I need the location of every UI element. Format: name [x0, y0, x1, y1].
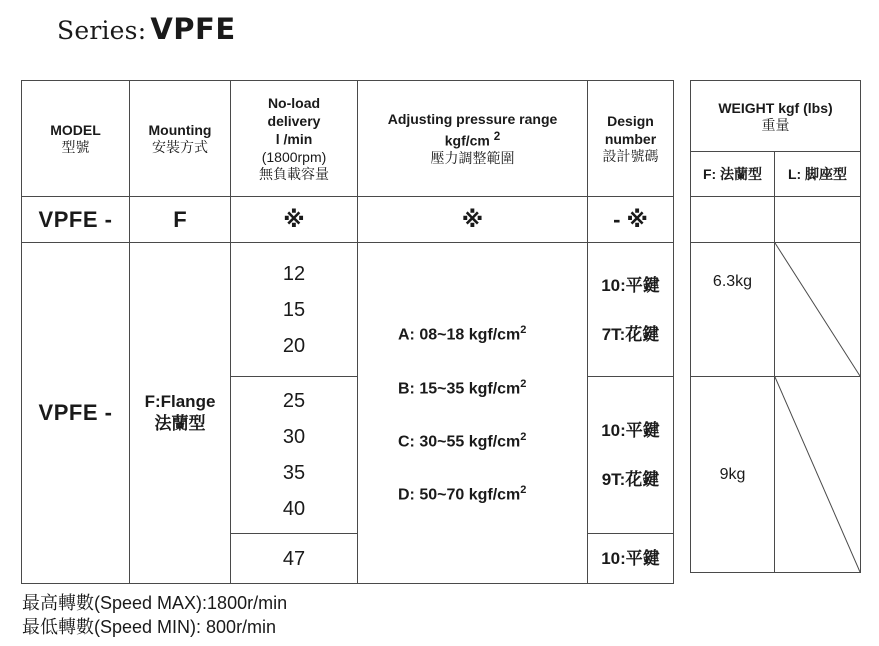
code-delivery: ※ — [231, 197, 358, 243]
delivery-value: 30 — [282, 426, 306, 448]
pressure-header-line1: Adjusting pressure range — [387, 111, 558, 128]
mounting-header — [130, 81, 231, 197]
model-header-en: MODEL — [50, 122, 101, 138]
header-row — [22, 81, 674, 197]
speed-max-note: 最高轉數(Speed MAX):1800r/min — [22, 593, 288, 613]
delivery-group-1 — [231, 243, 358, 377]
code-pressure: ※ — [358, 197, 588, 243]
pressure-range-label: C: 30~55 kgf/cm — [398, 433, 521, 451]
delivery-header-unit: l /min — [275, 131, 313, 147]
design-header-line2: number — [604, 131, 657, 147]
pressure-header-cn: 壓力調整範圍 — [430, 149, 515, 166]
delivery-value: 25 — [282, 390, 306, 412]
design-value: 10:平鍵 — [601, 549, 660, 568]
delivery-value: 35 — [282, 462, 306, 484]
pressure-header-unit-text: kgf/cm — [444, 132, 490, 149]
diagonal-line — [775, 377, 860, 572]
weight-value: 9kg — [691, 377, 775, 573]
code-design: - ※ — [588, 197, 674, 243]
weight-title-cn: 重量 — [761, 116, 790, 133]
delivery-header — [231, 81, 358, 197]
weight-code-cell — [775, 197, 861, 243]
pressure-range-sup: 2 — [520, 484, 527, 497]
series-prefix: Series: — [57, 16, 147, 45]
pressure-values — [358, 243, 588, 584]
pressure-range — [358, 360, 587, 413]
weight-value: 6.3kg — [691, 243, 775, 377]
diagonal-line — [775, 243, 860, 376]
weight-title-row — [691, 81, 861, 152]
code-mounting: F — [130, 197, 231, 243]
pressure-range — [358, 306, 587, 359]
pressure-range-label: A: 08~18 kgf/cm — [398, 326, 521, 344]
weight-na-cell — [775, 377, 861, 573]
weight-col-flange: F: 法蘭型 — [691, 152, 775, 197]
mounting-header-cn: 安裝方式 — [152, 139, 208, 155]
design-group-1 — [588, 243, 674, 377]
weight-row-1 — [691, 243, 861, 377]
model-header-cn: 型號 — [61, 139, 90, 155]
mounting-value — [130, 243, 231, 584]
design-header — [588, 81, 674, 197]
data-row-1 — [22, 243, 674, 377]
series-title — [57, 12, 236, 48]
mounting-header-en: Mounting — [148, 122, 212, 138]
design-value: 10:平鍵 — [601, 421, 660, 440]
delivery-value: 47 — [282, 547, 306, 570]
design-header-line1: Design — [607, 113, 654, 129]
series-name: VPFE — [150, 12, 236, 46]
delivery-header-rpm: (1800rpm) — [261, 149, 327, 165]
design-value: 10:平鍵 — [601, 275, 660, 295]
weight-title-en: WEIGHT kgf (lbs) — [718, 99, 833, 116]
design-group-3 — [588, 534, 674, 584]
pressure-range-label: B: 15~35 kgf/cm — [398, 380, 521, 397]
weight-table — [690, 80, 861, 573]
mounting-value-cn: 法蘭型 — [154, 414, 206, 433]
code-row — [22, 197, 674, 243]
weight-col-row — [691, 152, 861, 197]
weight-col-foot: L: 脚座型 — [775, 152, 861, 197]
delivery-header-line1: No-load — [267, 95, 321, 111]
design-group-2 — [588, 377, 674, 534]
pressure-header — [358, 81, 588, 197]
code-model: VPFE - — [22, 197, 130, 243]
delivery-header-line2: delivery — [267, 113, 321, 129]
delivery-group-3 — [231, 534, 358, 584]
pressure-range-sup: 2 — [520, 377, 527, 390]
delivery-group-2 — [231, 377, 358, 534]
pressure-range-sup: 2 — [520, 431, 527, 443]
design-header-cn: 設計號碼 — [602, 148, 659, 164]
delivery-value: 40 — [282, 498, 306, 520]
speed-min-note: 最低轉數(Speed MIN): 800r/min — [22, 617, 277, 637]
weight-row-2 — [691, 377, 861, 573]
pressure-range — [358, 413, 587, 466]
speed-notes — [22, 591, 287, 639]
pressure-header-unit — [358, 128, 587, 150]
design-value: 9T:花鍵 — [601, 470, 660, 489]
delivery-value: 12 — [282, 262, 306, 285]
delivery-value: 15 — [282, 298, 306, 321]
pressure-header-unit-sup: 2 — [493, 130, 501, 144]
model-header — [22, 81, 130, 197]
weight-code-cell — [691, 197, 775, 243]
weight-title — [691, 81, 861, 152]
mounting-value-en: F:Flange — [144, 392, 216, 411]
pressure-range-label: D: 50~70 kgf/cm — [398, 486, 521, 504]
weight-code-row — [691, 197, 861, 243]
weight-na-cell — [775, 243, 861, 377]
design-value: 7T:花鍵 — [601, 324, 660, 344]
pressure-range — [358, 466, 587, 519]
delivery-value: 20 — [282, 334, 306, 357]
pressure-range-sup: 2 — [520, 324, 527, 337]
spec-table — [21, 80, 674, 584]
delivery-header-cn: 無負載容量 — [259, 166, 329, 182]
model-value: VPFE - — [22, 243, 130, 584]
